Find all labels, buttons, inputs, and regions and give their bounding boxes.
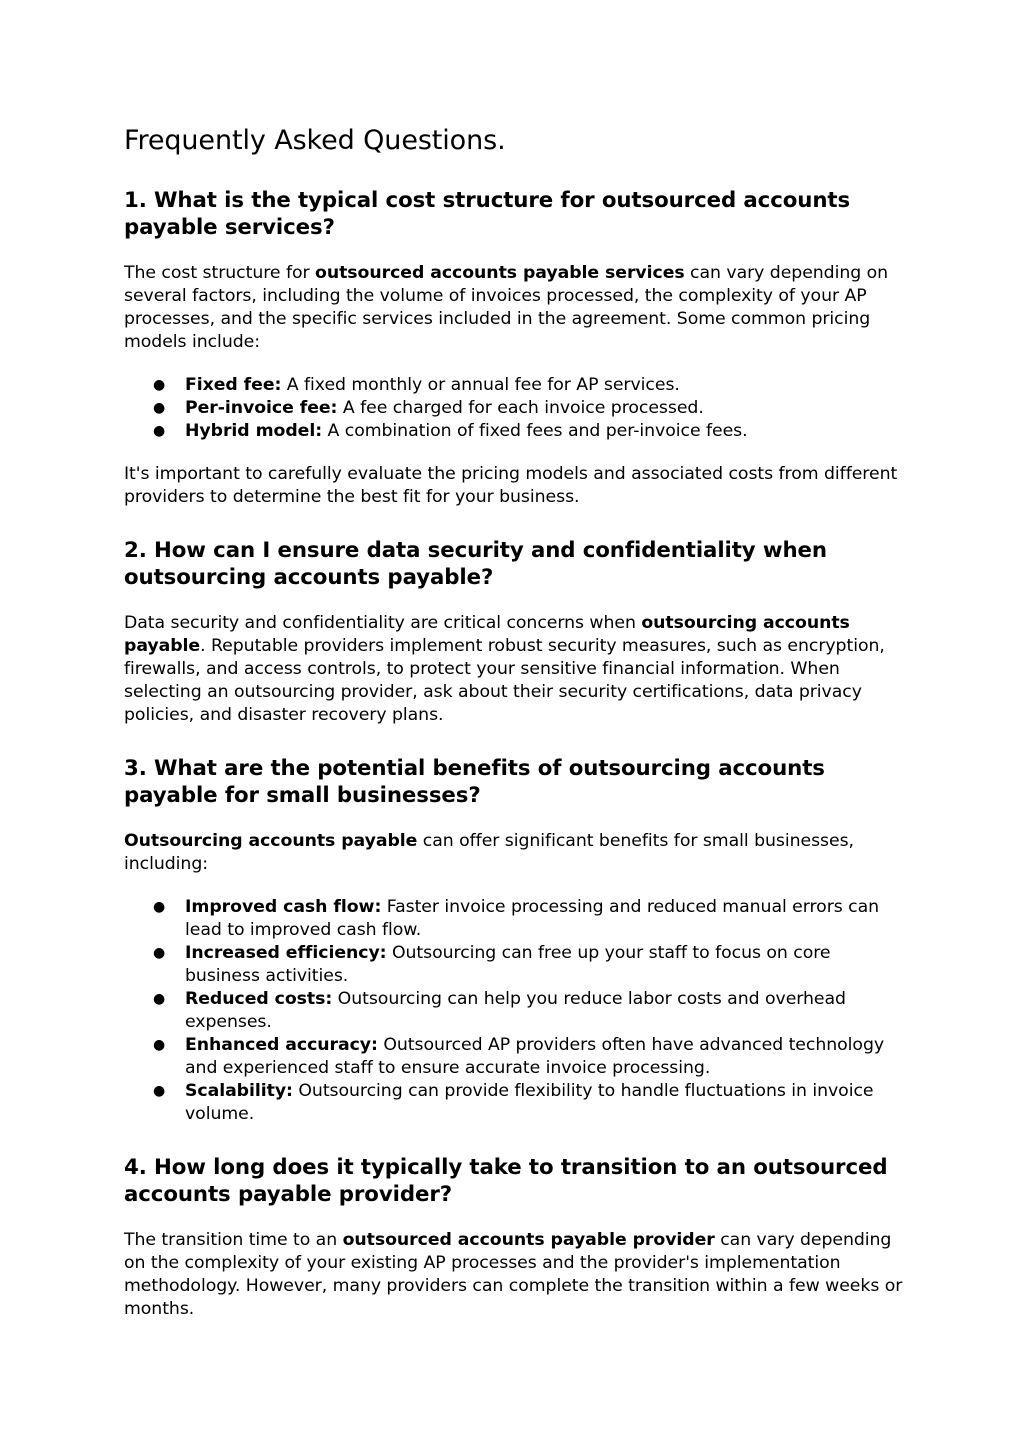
intro-text: The transition time to an xyxy=(124,1230,343,1250)
bullet-dot-icon: ● xyxy=(153,423,166,439)
bullet-term: Reduced costs: xyxy=(185,989,333,1009)
intro-text: can offer significant benefits for small businesses, including: xyxy=(124,831,854,874)
bullet-term: Scalability: xyxy=(185,1081,293,1101)
bullet-term: Fixed fee: xyxy=(185,375,282,395)
list-item xyxy=(124,988,904,1034)
bullet-dot-icon: ● xyxy=(153,1037,166,1053)
intro-text: can vary depending on several factors, including the volume of invoices processed, the complexity of your AP processes, and the specific services included in the agreement. Some common pricing models include: xyxy=(124,263,889,352)
intro-bold-term: outsourced accounts payable services xyxy=(315,263,685,283)
bullet-list xyxy=(124,374,904,443)
page-title: Frequently Asked Questions. xyxy=(124,125,506,156)
bullet-term: Hybrid model: xyxy=(185,421,323,441)
faq-question: 3. What are the potential benefits of outsourcing accounts payable for small businesses? xyxy=(124,756,825,808)
faq-item-2 xyxy=(124,537,904,727)
bullet-dot-icon: ● xyxy=(153,1083,166,1099)
document-page xyxy=(124,122,904,1341)
faq-question: 2. How can I ensure data security and confidentiality when outsourcing accounts payable? xyxy=(124,538,827,590)
faq-item-4 xyxy=(124,1154,904,1321)
faq-question: 1. What is the typical cost structure for outsourced accounts payable services? xyxy=(124,188,851,240)
bullet-term: Enhanced accuracy: xyxy=(185,1035,378,1055)
intro-bold-term: outsourcing accounts payable xyxy=(124,613,850,656)
intro-text: The cost structure for xyxy=(124,263,316,283)
faq-answer-intro xyxy=(124,830,904,876)
bullet-text: Faster invoice processing and reduced manual errors can lead to improved cash flow. xyxy=(185,897,880,940)
bullet-term: Increased efficiency: xyxy=(185,943,387,963)
list-item xyxy=(124,942,904,988)
intro-bold-term: outsourced accounts payable provider xyxy=(342,1230,715,1250)
faq-answer-outro: It's important to carefully evaluate the pricing models and associated costs from different providers to determine the best fit for your business. xyxy=(124,464,898,507)
intro-text: Data security and confidentiality are critical concerns when xyxy=(124,613,642,633)
bullet-term: Improved cash flow: xyxy=(185,897,382,917)
bullet-text: A fee charged for each invoice processed. xyxy=(337,398,704,418)
faq-answer-intro xyxy=(124,262,904,354)
faq-question: 4. How long does it typically take to transition to an outsourced accounts payable provider? xyxy=(124,1155,888,1207)
list-item xyxy=(124,896,904,942)
bullet-dot-icon: ● xyxy=(153,400,166,416)
list-item xyxy=(124,420,904,443)
bullet-text: Outsourcing can free up your staff to focus on core business activities. xyxy=(185,943,831,986)
bullet-dot-icon: ● xyxy=(153,377,166,393)
list-item xyxy=(124,374,904,397)
faq-item-1 xyxy=(124,187,904,509)
intro-bold-term: Outsourcing accounts payable xyxy=(124,831,418,851)
list-item xyxy=(124,1080,904,1126)
bullet-dot-icon: ● xyxy=(153,899,166,915)
list-item xyxy=(124,397,904,420)
bullet-dot-icon: ● xyxy=(153,945,166,961)
faq-item-3 xyxy=(124,755,904,1126)
bullet-dot-icon: ● xyxy=(153,991,166,1007)
bullet-text: Outsourcing can help you reduce labor costs and overhead expenses. xyxy=(185,989,846,1032)
list-item xyxy=(124,1034,904,1080)
bullet-text: Outsourcing can provide flexibility to handle fluctuations in invoice volume. xyxy=(185,1081,874,1124)
intro-text: can vary depending on the complexity of your existing AP processes and the provider's implementation methodology. However, many providers can complete the transition within a few weeks or months. xyxy=(124,1230,903,1319)
faq-answer-intro xyxy=(124,612,904,727)
bullet-text: A fixed monthly or annual fee for AP services. xyxy=(281,375,680,395)
faq-answer-intro xyxy=(124,1229,904,1321)
bullet-text: Outsourced AP providers often have advanced technology and experienced staff to ensure accurate invoice processing. xyxy=(185,1035,885,1078)
bullet-list xyxy=(124,896,904,1126)
bullet-term: Per-invoice fee: xyxy=(185,398,338,418)
intro-text: . Reputable providers implement robust security measures, such as encryption, firewalls, and access controls, to protect your sensitive financial information. When selecting an outsourcing provider, ask about their security certifications, data privacy policies, and disaster recovery plans. xyxy=(124,636,885,725)
bullet-text: A combination of fixed fees and per-invoice fees. xyxy=(322,421,748,441)
